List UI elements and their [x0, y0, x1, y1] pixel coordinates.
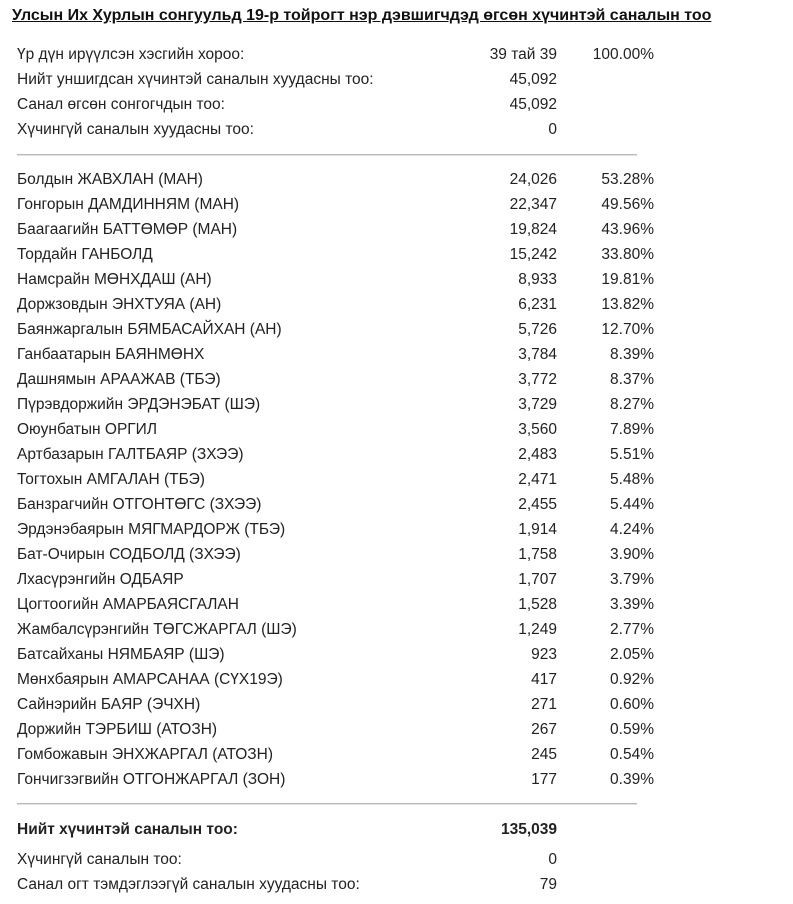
summary-row [17, 92, 657, 117]
candidate-votes: 2,483 [518, 446, 557, 463]
candidate-percent: 0.92% [610, 671, 654, 688]
candidate-row [17, 367, 657, 392]
candidate-name: Мөнхбаярын АМАРСАНАА (СҮХ19Э) [17, 671, 283, 688]
candidate-row [17, 167, 657, 192]
candidate-row [17, 267, 657, 292]
candidate-row [17, 717, 657, 742]
summary-label: Үр дүн ирүүлсэн хэсгийн хороо: [17, 46, 245, 63]
candidate-percent: 0.54% [610, 746, 654, 763]
summary-value: 39 тай 39 [489, 46, 557, 63]
summary-value: 45,092 [509, 71, 557, 88]
candidate-row [17, 467, 657, 492]
candidate-percent: 5.44% [610, 496, 654, 513]
candidate-votes: 3,729 [518, 396, 557, 413]
candidate-name: Болдын ЖАВХЛАН (МАН) [17, 171, 203, 188]
candidate-name: Пүрэвдоржийн ЭРДЭНЭБАТ (ШЭ) [17, 396, 261, 413]
candidate-name: Цогтоогийн АМАРБАЯСГАЛАН [17, 596, 239, 613]
candidate-name: Банзрагчийн ОТГОНТӨГС (ЗХЭЭ) [17, 496, 262, 513]
blank-ballots-value: 79 [539, 876, 557, 893]
candidate-percent: 13.82% [601, 296, 654, 313]
candidate-row [17, 742, 657, 767]
candidate-percent: 12.70% [601, 321, 654, 338]
candidate-percent: 3.90% [610, 546, 654, 563]
candidate-percent: 0.59% [610, 721, 654, 738]
total-valid-label: Нийт хүчинтэй саналын тоо: [17, 821, 238, 838]
candidate-votes: 1,707 [518, 571, 557, 588]
candidate-percent: 8.39% [610, 346, 654, 363]
candidate-votes: 2,471 [518, 471, 557, 488]
candidate-percent: 5.51% [610, 446, 654, 463]
candidate-votes: 1,249 [518, 621, 557, 638]
candidate-percent: 5.48% [610, 471, 654, 488]
candidate-name: Артбазарын ГАЛТБАЯР (ЗХЭЭ) [17, 446, 244, 463]
candidate-row [17, 417, 657, 442]
blank-ballots-row [17, 872, 657, 897]
summary-label: Хүчингүй саналын хуудасны тоо: [17, 121, 254, 138]
candidate-percent: 4.24% [610, 521, 654, 538]
candidate-votes: 22,347 [509, 196, 557, 213]
candidate-row [17, 392, 657, 417]
candidate-row [17, 442, 657, 467]
candidate-percent: 0.60% [610, 696, 654, 713]
summary-divider [17, 154, 637, 156]
candidate-votes: 2,455 [518, 496, 557, 513]
summary-label: Нийт уншигдсан хүчинтэй саналын хуудасны тоо: [17, 71, 374, 88]
candidate-votes: 177 [531, 771, 557, 788]
total-valid-value: 135,039 [500, 821, 557, 838]
candidate-votes: 8,933 [518, 271, 557, 288]
candidate-percent: 53.28% [601, 171, 654, 188]
candidate-votes: 24,026 [509, 171, 557, 188]
candidate-row [17, 567, 657, 592]
candidate-votes: 3,560 [518, 421, 557, 438]
candidate-name: Тогтохын АМГАЛАН (ТБЭ) [17, 471, 205, 488]
candidate-name: Бат-Очирын СОДБОЛД (ЗХЭЭ) [17, 546, 241, 563]
page-title: Улсын Их Хурлын сонгуульд 19-р тойрогт нэр дэвшигчдэд өгсөн хүчинтэй саналын тоо [12, 7, 712, 24]
candidate-name: Гонгорын ДАМДИННЯМ (МАН) [17, 196, 240, 213]
candidate-votes: 1,528 [518, 596, 557, 613]
candidate-row [17, 292, 657, 317]
candidate-percent: 43.96% [601, 221, 654, 238]
candidate-row [17, 767, 657, 792]
totals-divider [17, 803, 637, 805]
candidate-name: Доржзовдын ЭНХТУЯА (АН) [17, 296, 222, 313]
invalid-votes-label: Хүчингүй саналын тоо: [17, 851, 182, 868]
summary-row [17, 117, 657, 142]
candidate-name: Батсайханы НЯМБАЯР (ШЭ) [17, 646, 225, 663]
candidate-row [17, 342, 657, 367]
candidate-votes: 19,824 [509, 221, 557, 238]
candidate-votes: 15,242 [509, 246, 557, 263]
candidate-votes: 3,784 [518, 346, 557, 363]
candidate-row [17, 642, 657, 667]
candidate-row [17, 592, 657, 617]
candidate-votes: 1,914 [518, 521, 557, 538]
summary-row [17, 42, 657, 67]
candidate-percent: 19.81% [601, 271, 654, 288]
candidate-row [17, 217, 657, 242]
summary-percent: 100.00% [592, 46, 654, 63]
invalid-votes-value: 0 [548, 851, 557, 868]
candidate-name: Лхасүрэнгийн ОДБАЯР [17, 571, 184, 588]
candidate-name: Оюунбатын ОРГИЛ [17, 421, 157, 438]
candidate-row [17, 617, 657, 642]
candidate-percent: 7.89% [610, 421, 654, 438]
candidate-votes: 923 [531, 646, 557, 663]
candidate-votes: 6,231 [518, 296, 557, 313]
candidate-row [17, 542, 657, 567]
candidate-votes: 5,726 [518, 321, 557, 338]
candidate-percent: 8.27% [610, 396, 654, 413]
candidate-percent: 3.79% [610, 571, 654, 588]
candidate-name: Эрдэнэбаярын МЯГМАРДОРЖ (ТБЭ) [17, 521, 286, 538]
candidate-percent: 2.77% [610, 621, 654, 638]
summary-value: 45,092 [509, 96, 557, 113]
candidate-row [17, 492, 657, 517]
candidate-name: Ганбаатарын БАЯНМӨНХ [17, 346, 205, 363]
candidate-row [17, 667, 657, 692]
candidate-name: Баянжаргалын БЯМБАСАЙХАН (АН) [17, 321, 282, 338]
candidate-row [17, 692, 657, 717]
candidate-votes: 245 [531, 746, 557, 763]
candidate-votes: 417 [531, 671, 557, 688]
blank-ballots-label: Санал огт тэмдэглээгүй саналын хуудасны тоо: [17, 876, 360, 893]
candidate-votes: 1,758 [518, 546, 557, 563]
candidate-votes: 3,772 [518, 371, 557, 388]
candidate-name: Доржийн ТЭРБИШ (АТОЗН) [17, 721, 218, 738]
candidate-name: Дашнямын АРААЖАВ (ТБЭ) [17, 371, 221, 388]
summary-label: Санал өгсөн сонгогчдын тоо: [17, 96, 225, 113]
candidate-percent: 2.05% [610, 646, 654, 663]
candidate-percent: 8.37% [610, 371, 654, 388]
summary-row [17, 67, 657, 92]
candidate-votes: 267 [531, 721, 557, 738]
candidate-name: Сайнэрийн БАЯР (ЭЧХН) [17, 696, 201, 713]
summary-value: 0 [548, 121, 557, 138]
candidate-row [17, 517, 657, 542]
candidate-percent: 49.56% [601, 196, 654, 213]
candidate-name: Намсрайн МӨНХДАШ (АН) [17, 271, 212, 288]
candidate-percent: 33.80% [601, 246, 654, 263]
candidate-percent: 0.39% [610, 771, 654, 788]
candidate-percent: 3.39% [610, 596, 654, 613]
candidate-name: Жамбалсүрэнгийн ТӨГСЖАРГАЛ (ШЭ) [17, 621, 297, 638]
candidate-row [17, 317, 657, 342]
total-valid-row [17, 817, 657, 842]
candidate-name: Гомбожавын ЭНХЖАРГАЛ (АТОЗН) [17, 746, 274, 763]
candidate-votes: 271 [531, 696, 557, 713]
invalid-votes-row [17, 847, 657, 872]
candidate-row [17, 242, 657, 267]
candidate-name: Баагаагийн БАТТӨМӨР (МАН) [17, 221, 238, 238]
candidate-name: Тордайн ГАНБОЛД [17, 246, 153, 263]
candidate-row [17, 192, 657, 217]
candidate-name: Гончигзэгвийн ОТГОНЖАРГАЛ (ЗОН) [17, 771, 286, 788]
